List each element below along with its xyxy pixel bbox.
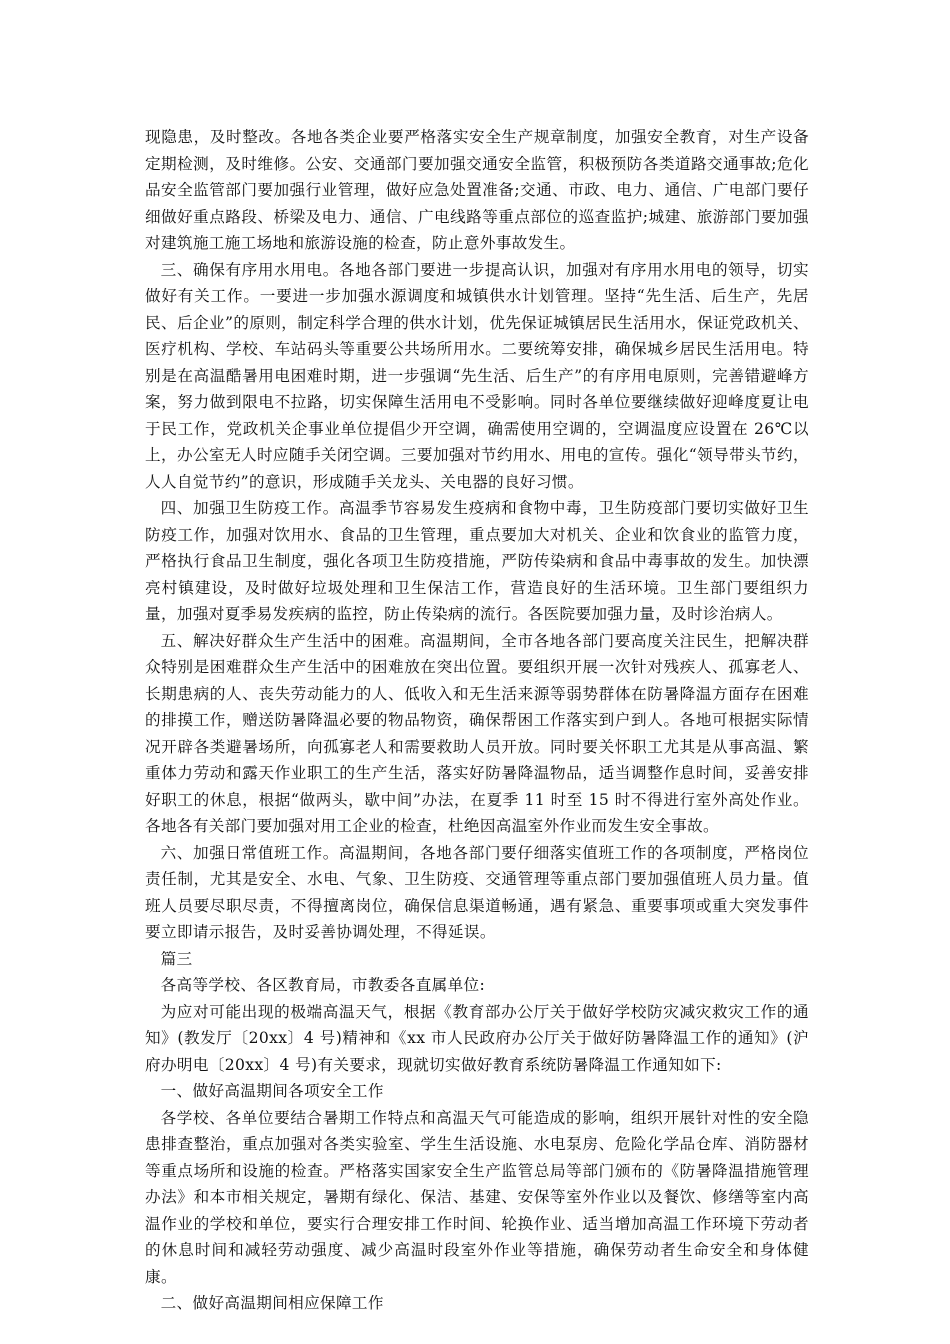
paragraph-safety-work: 各学校、各单位要结合暑期工作特点和高温天气可能造成的影响，组织开展针对性的安全隐患排查整治，重点加强对各类实验室、学生生活设施、水电泵房、危险化学品仓库、消防器材等重点场所和设施的检查。严格落实国家安全生产监管总局等部门颁布的《防暑降温措施管理办法》和本市相关规定，暑期有绿化、保洁、基建、安保等室外作业以及餐饮、修缮等室内高温作业的学校和单位，要实行合理安排工作时间、轮换作业、适当增加高温工作环境下劳动者的休息时间和减轻劳动强度、减少高温时段室外作业等措施，确保劳动者生命安全和身体健康。 — [145, 1108, 809, 1286]
paragraph-section-five: 五、解决好群众生产生活中的困难。高温期间，全市各地各部门要高度关注民生，把解决群众特别是困难群众生产生活中的困难放在突出位置。要组织开展一次针对残疾人、孤寡老人、长期患病的人、丧失劳动能力的人、低收入和无生活来源等弱势群体在防暑降温方面存在困难的排摸工作，赠送防暑降温必要的物品物资，确保帮困工作落实到户到人。各地可根据实际情况开辟各类避暑场所，向孤寡老人和需要救助人员开放。同时要关怀职工尤其是从事高温、繁重体力劳动和露天作业职工的生产生活，落实好防暑降温物品，适当调整作息时间，妥善安排好职工的休息，根据“做两头，歇中间”办法，在夏季 11 时至 15 时不得进行室外高处作业。各地各有关部门要加强对用工企业的检查，杜绝因高温室外作业而发生安全事故。 — [145, 631, 809, 835]
heading-part-three: 篇三 — [160, 949, 193, 968]
paragraph-section-four: 四、加强卫生防疫工作。高温季节容易发生疫病和食物中毒，卫生防疫部门要切实做好卫生防疫工作，加强对饮用水、食品的卫生管理，重点要加大对机关、企业和饮食业的监管力度，严格执行食品卫生制度，强化各项卫生防疫措施，严防传染病和食品中毒事故的发生。加快漂亮村镇建设，及时做好垃圾处理和卫生保洁工作，营造良好的生活环境。卫生部门要组织力量，加强对夏季易发疾病的监控，防止传染病的流行。各医院要加强力量，及时诊治病人。 — [145, 499, 809, 623]
paragraph-intro: 为应对可能出现的极端高温天气，根据《教育部办公厅关于做好学校防灾减灾救灾工作的通知》(教发厅〔20xx〕4 号)精神和《xx 市人民政府办公厅关于做好防暑降温工作的通知》(沪府办明电〔20xx〕4 号)有关要求，现就切实做好教育系统防暑降温工作通知如下: — [145, 1002, 809, 1074]
salutation: 各高等学校、各区教育局，市教委各直属单位: — [160, 976, 486, 994]
paragraph-section-six: 六、加强日常值班工作。高温期间，各地各部门要仔细落实值班工作的各项制度，严格岗位责任制，尤其是安全、水电、气象、卫生防疫、交通管理等重点部门要加强值班人员力量。值班人员要尽职尽责，不得擅离岗位，确保信息渠道畅通，遇有紧急、重要事项或重大突发事件要立即请示报告，及时妥善协调处理，不得延误。 — [145, 843, 809, 941]
heading-section-two: 二、做好高温期间相应保障工作 — [160, 1294, 384, 1312]
paragraph-section-three: 三、确保有序用水用电。各地各部门要进一步提高认识，加强对有序用水用电的领导，切实做好有关工作。一要进一步加强水源调度和城镇供水计划管理。坚持“先生活、后生产，先居民、后企业”的原则，制定科学合理的供水计划，优先保证城镇居民生活用水，保证党政机关、医疗机构、学校、车站码头等重要公共场所用水。二要统筹安排，确保城乡居民生活用电。特别是在高温酷暑用电困难时期，进一步强调“先生活、后生产”的有序用电原则，完善错避峰方案，努力做到限电不拉路，切实保障生活用电不受影响。同时各单位要继续做好迎峰度夏让电于民工作，党政机关企事业单位提倡少开空调，确需使用空调的，空调温度应设置在 26℃以上，办公室无人时应随手关闭空调。三要加强对节约用水、用电的宣传。强化“领导带头节约，人人自觉节约”的意识，形成随手关龙头、关电器的良好习惯。 — [145, 260, 809, 491]
paragraph-continuation: 现隐患，及时整改。各地各类企业要严格落实安全生产规章制度，加强安全教育，对生产设备定期检测，及时维修。公安、交通部门要加强交通安全监管，积极预防各类道路交通事故;危化品安全监管部门要加强行业管理，做好应急处置准备;交通、市政、电力、通信、广电部门要仔细做好重点路段、桥梁及电力、通信、广电线路等重点部位的巡查监护;城建、旅游部门要加强对建筑施工施工场地和旅游设施的检查，防止意外事故发生。 — [145, 128, 809, 252]
document-page — [145, 124, 809, 1317]
heading-section-one: 一、做好高温期间各项安全工作 — [160, 1082, 384, 1100]
